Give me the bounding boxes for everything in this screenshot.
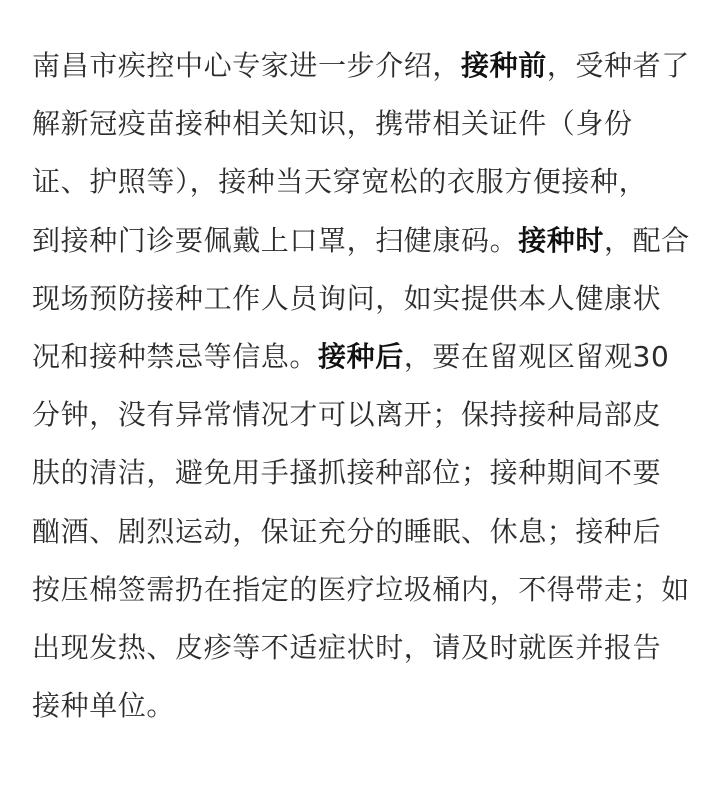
text-segment: 现场预防接种工作人员询问，如实提供本人健康状 — [32, 281, 662, 315]
text-segment: 证、护照等），接种当天穿宽松的衣服方便接种， — [32, 165, 648, 199]
text-segment: 酗酒、剧烈运动，保证充分的睡眠、休息；接种后 — [32, 514, 662, 548]
text-segment: ，配合 — [604, 223, 690, 257]
text-segment: 出现发热、皮疹等不适症状时，请及时就医并报告 — [32, 630, 662, 664]
text-segment: 南昌市疾控中心专家进一步介绍， — [32, 49, 462, 82]
text-segment: 解新冠疫苗接种相关知识，携带相关证件（身份 — [32, 107, 633, 141]
text-line — [32, 212, 692, 270]
text-line — [32, 677, 692, 735]
text-segment: 按压棉签需扔在指定的医疗垃圾桶内，不得带走；如 — [32, 572, 690, 606]
bold-phrase-during-vaccination: 接种时 — [518, 223, 605, 257]
text-segment: ，受种者了 — [546, 49, 690, 82]
text-line — [32, 386, 692, 444]
text-line — [32, 95, 692, 153]
bold-phrase-after-vaccination: 接种后 — [318, 339, 404, 373]
text-segment: 况和接种禁忌等信息。 — [32, 339, 319, 373]
text-line — [32, 37, 692, 95]
bold-phrase-before-vaccination: 接种前 — [461, 49, 547, 82]
text-segment: 到接种门诊要佩戴上口罩，扫健康码。 — [32, 223, 519, 257]
text-segment: ，要在留观区留观30 — [403, 339, 670, 373]
text-line — [32, 328, 692, 386]
text-line — [32, 503, 692, 561]
text-segment: 肤的清洁，避免用手搔抓接种部位；接种期间不要 — [32, 456, 662, 490]
text-line — [32, 270, 692, 328]
text-line — [32, 444, 692, 502]
text-line — [32, 561, 692, 619]
text-line — [32, 153, 692, 211]
text-line — [32, 619, 692, 677]
text-segment: 接种单位。 — [32, 689, 176, 723]
text-segment: 分钟，没有异常情况才可以离开；保持接种局部皮 — [32, 398, 662, 432]
article-paragraph — [32, 37, 692, 735]
